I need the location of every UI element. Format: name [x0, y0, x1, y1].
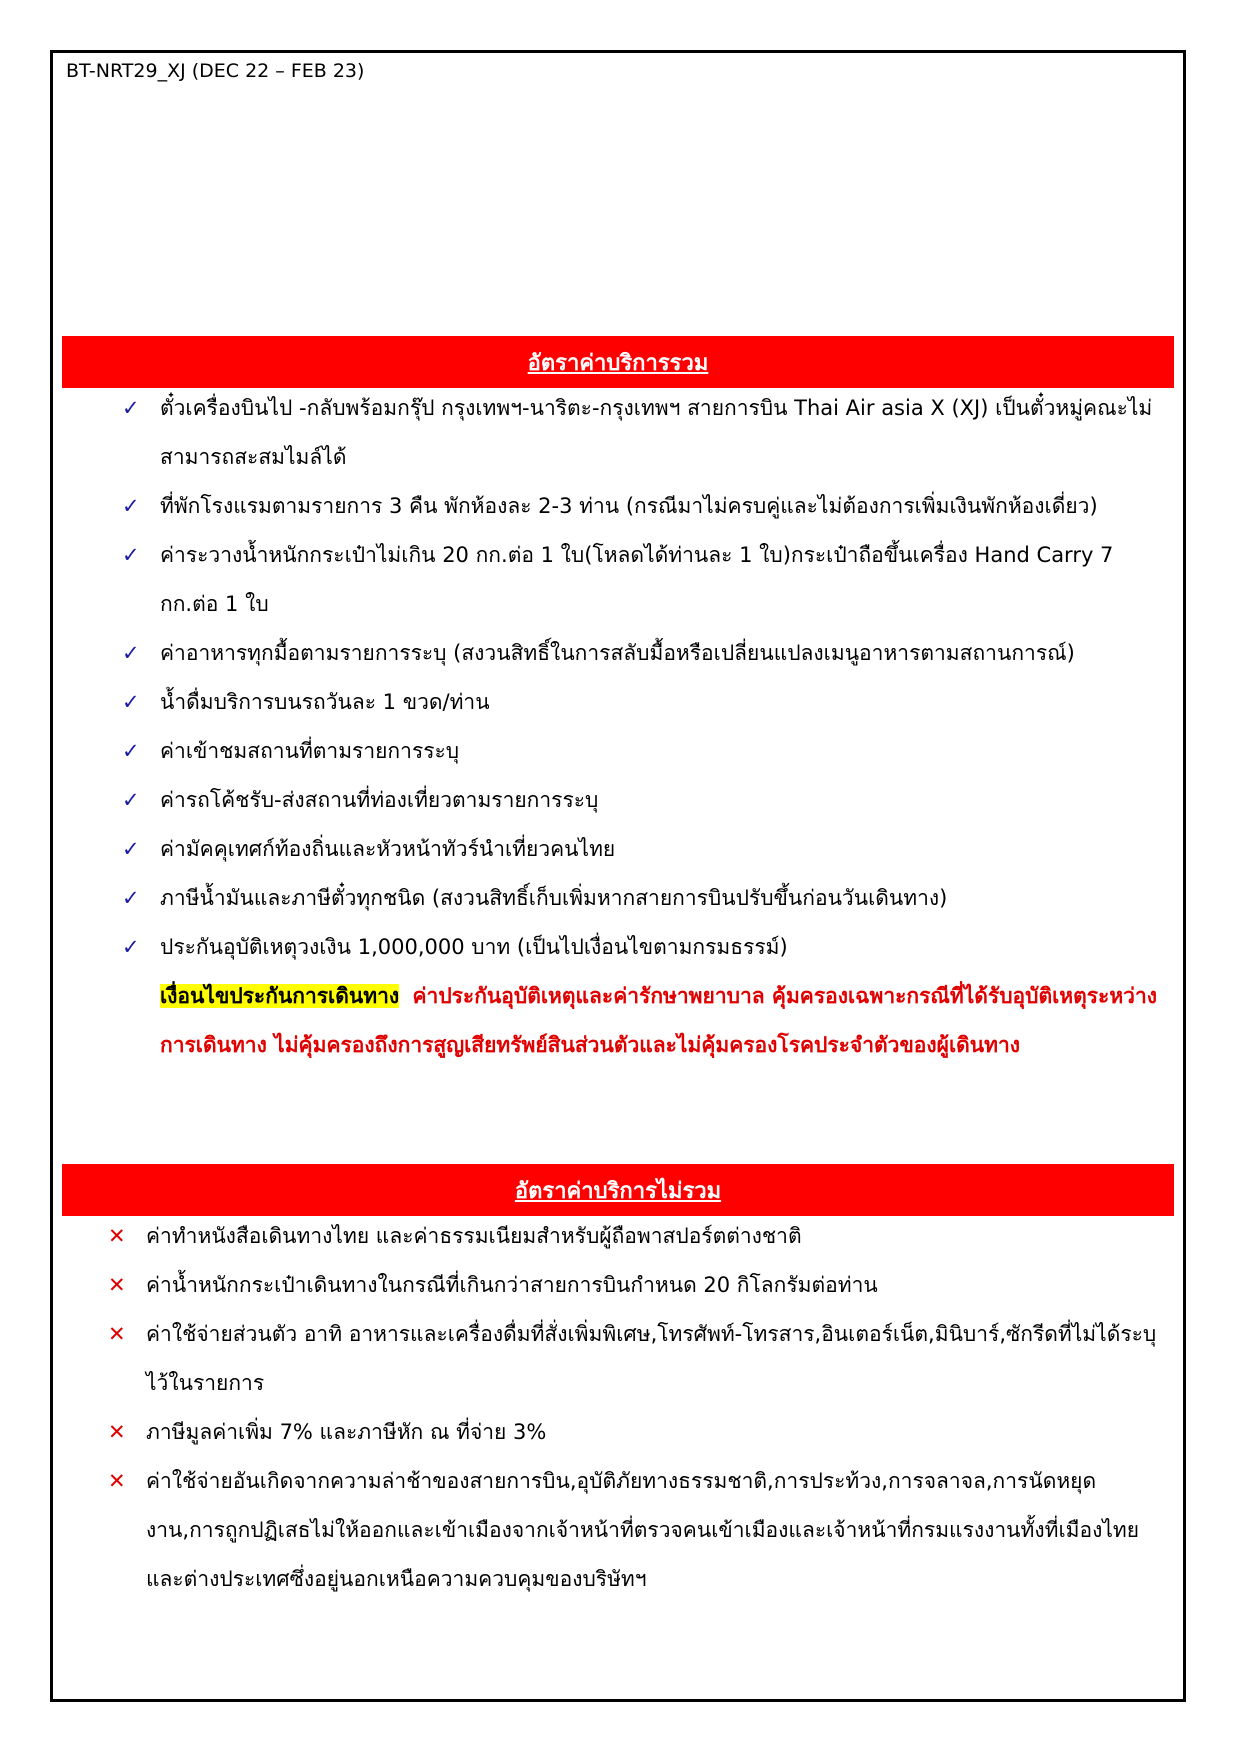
- list-item: [118, 923, 1178, 1070]
- list-item-text: น้ำดื่มบริการบนรถวันละ 1 ขวด/ท่าน: [160, 690, 490, 714]
- check-icon: ✓: [122, 690, 140, 714]
- list-item-text: ค่าน้ำหนักกระเป๋าเดินทางในกรณีที่เกินกว่าสายการบินกำหนด 20 กิโลกรัมต่อท่าน: [146, 1273, 878, 1297]
- cross-icon: ✕: [108, 1273, 126, 1297]
- list-item: [118, 384, 1178, 482]
- list-item: [118, 874, 1178, 923]
- cross-icon: ✕: [108, 1420, 126, 1444]
- check-icon: ✓: [122, 788, 140, 812]
- list-item-text: ค่าใช้จ่ายส่วนตัว อาทิ อาหารและเครื่องดื่มที่สั่งเพิ่มพิเศษ,โทรศัพท์-โทรสาร,อินเตอร์เน็ต,มินิบาร์,ซักรีดที่ไม่ได้ระบุไว้ในรายการ: [146, 1322, 1157, 1395]
- list-item-text: ค่ารถโค้ชรับ-ส่งสถานที่ท่องเที่ยวตามรายการระบุ: [160, 788, 599, 812]
- list-item-text: ภาษีมูลค่าเพิ่ม 7% และภาษีหัก ณ ที่จ่าย 3%: [146, 1420, 547, 1444]
- included-section-header: [62, 336, 1174, 388]
- list-item: [118, 531, 1178, 629]
- list-item-text: ค่าทำหนังสือเดินทางไทย และค่าธรรมเนียมสำหรับผู้ถือพาสปอร์ตต่างชาติ: [146, 1224, 802, 1248]
- document-code: BT-NRT29_XJ (DEC 22 – FEB 23): [66, 60, 365, 82]
- list-item: [118, 482, 1178, 531]
- cross-icon: ✕: [108, 1322, 126, 1346]
- list-item: [104, 1408, 1164, 1457]
- excluded-section-header: [62, 1164, 1174, 1216]
- list-item-text: ค่ามัคคุเทศก์ท้องถิ่นและหัวหน้าทัวร์นำเที่ยวคนไทย: [160, 837, 616, 861]
- check-icon: ✓: [122, 886, 140, 910]
- check-icon: ✓: [122, 837, 140, 861]
- list-item-text: ค่าใช้จ่ายอันเกิดจากความล่าช้าของสายการบิน,อุบัติภัยทางธรรมชาติ,การประท้วง,การจลาจล,การนัดหยุดงาน,การถูกปฏิเสธไม่ให้ออกและเข้าเมืองจากเจ้าหน้าที่ตรวจคนเข้าเมืองและเจ้าหน้าที่กรมแรงงานทั้งที่เมืองไทยและต่างประเทศซึ่งอยู่นอกเหนือความควบคุมของบริษัทฯ: [146, 1469, 1140, 1591]
- list-item-text: ค่าอาหารทุกมื้อตามรายการระบุ (สงวนสิทธิ์ในการสลับมื้อหรือเปลี่ยนแปลงเมนูอาหารตามสถานการณ์): [160, 641, 1075, 665]
- list-item: [118, 825, 1178, 874]
- list-item: [118, 776, 1178, 825]
- excluded-section-title: อัตราค่าบริการไม่รวม: [514, 1178, 722, 1204]
- check-icon: ✓: [122, 935, 140, 959]
- list-item: [104, 1212, 1164, 1261]
- list-item: [118, 727, 1178, 776]
- included-list: [118, 384, 1178, 1070]
- cross-icon: ✕: [108, 1469, 126, 1493]
- included-section-title: อัตราค่าบริการรวม: [527, 350, 709, 376]
- list-item-text: ตั๋วเครื่องบินไป -กลับพร้อมกรุ๊ป กรุงเทพฯ-นาริตะ-กรุงเทพฯ สายการบิน Thai Air asia X (XJ) เป็นตั๋วหมู่คณะไม่สามารถสะสมไมล์ได้: [160, 396, 1153, 469]
- list-item-text: ภาษีน้ำมันและภาษีตั๋วทุกชนิด (สงวนสิทธิ์เก็บเพิ่มหากสายการบินปรับขึ้นก่อนวันเดินทาง): [160, 886, 948, 910]
- excluded-list: [104, 1212, 1164, 1604]
- list-item-text: ประกันอุบัติเหตุวงเงิน 1,000,000 บาท (เป็นไปเงื่อนไขตามกรมธรรม์): [160, 935, 788, 959]
- list-item: [104, 1457, 1164, 1604]
- cross-icon: ✕: [108, 1224, 126, 1248]
- insurance-conditions-label: เงื่อนไขประกันการเดินทาง: [160, 984, 400, 1008]
- list-item-text: ค่าเข้าชมสถานที่ตามรายการระบุ: [160, 739, 460, 763]
- check-icon: ✓: [122, 739, 140, 763]
- check-icon: ✓: [122, 494, 140, 518]
- insurance-conditions: [160, 972, 1178, 1070]
- list-item: [118, 678, 1178, 727]
- list-item-text: ค่าระวางน้ำหนักกระเป๋าไม่เกิน 20 กก.ต่อ 1 ใบ(โหลดได้ท่านละ 1 ใบ)กระเป๋าถือขึ้นเครื่อง Hand Carry 7 กก.ต่อ 1 ใบ: [160, 543, 1114, 616]
- check-icon: ✓: [122, 641, 140, 665]
- check-icon: ✓: [122, 396, 140, 420]
- list-item-text: ที่พักโรงแรมตามรายการ 3 คืน พักห้องละ 2-3 ท่าน (กรณีมาไม่ครบคู่และไม่ต้องการเพิ่มเงินพักห้องเดี่ยว): [160, 494, 1098, 518]
- insurance-conditions-text: ค่าประกันอุบัติเหตุและค่ารักษาพยาบาล คุ้มครองเฉพาะกรณีที่ได้รับอุบัติเหตุระหว่างการเดินทาง ไม่คุ้มครองถึงการสูญเสียทรัพย์สินส่วนตัวและไม่คุ้มครองโรคประจำตัวของผู้เดินทาง: [160, 984, 1157, 1057]
- list-item: [104, 1310, 1164, 1408]
- list-item: [104, 1261, 1164, 1310]
- check-icon: ✓: [122, 543, 140, 567]
- list-item: [118, 629, 1178, 678]
